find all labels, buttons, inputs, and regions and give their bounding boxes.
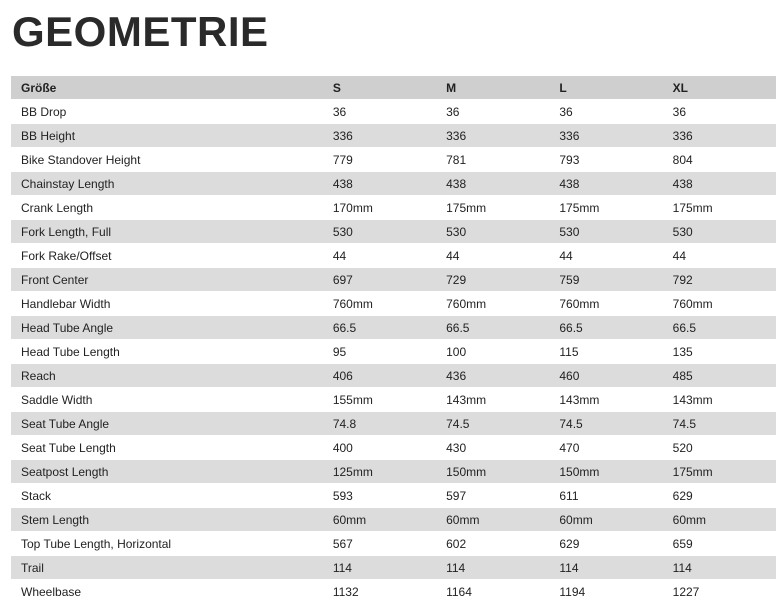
value-xl: 44 (663, 244, 776, 268)
row-label: Stack (11, 484, 323, 508)
row-label: BB Height (11, 124, 323, 148)
row-label: Crank Length (11, 196, 323, 220)
value-l: 44 (549, 244, 662, 268)
row-label: Seatpost Length (11, 460, 323, 484)
table-row (11, 580, 776, 604)
geometry-table (11, 76, 776, 604)
value-xl: 114 (663, 556, 776, 580)
value-m: 114 (436, 556, 549, 580)
row-label: Bike Standover Height (11, 148, 323, 172)
row-label: Chainstay Length (11, 172, 323, 196)
value-m: 150mm (436, 460, 549, 484)
table-row (11, 268, 776, 292)
value-l: 793 (549, 148, 662, 172)
value-xl: 60mm (663, 508, 776, 532)
value-l: 759 (549, 268, 662, 292)
value-s: 114 (323, 556, 436, 580)
table-row (11, 124, 776, 148)
value-l: 629 (549, 532, 662, 556)
value-s: 760mm (323, 292, 436, 316)
header-size-m: M (436, 76, 549, 100)
row-label: Fork Rake/Offset (11, 244, 323, 268)
value-xl: 438 (663, 172, 776, 196)
value-xl: 135 (663, 340, 776, 364)
value-s: 400 (323, 436, 436, 460)
value-xl: 336 (663, 124, 776, 148)
value-l: 1194 (549, 580, 662, 604)
value-s: 125mm (323, 460, 436, 484)
value-l: 143mm (549, 388, 662, 412)
table-row (11, 508, 776, 532)
row-label: Stem Length (11, 508, 323, 532)
table-row (11, 388, 776, 412)
row-label: BB Drop (11, 100, 323, 124)
value-xl: 485 (663, 364, 776, 388)
value-l: 150mm (549, 460, 662, 484)
value-s: 336 (323, 124, 436, 148)
value-l: 60mm (549, 508, 662, 532)
table-header-row (11, 76, 776, 100)
value-m: 44 (436, 244, 549, 268)
header-size-label: Größe (11, 76, 323, 100)
value-xl: 659 (663, 532, 776, 556)
value-l: 760mm (549, 292, 662, 316)
value-s: 406 (323, 364, 436, 388)
row-label: Head Tube Angle (11, 316, 323, 340)
value-xl: 804 (663, 148, 776, 172)
value-l: 114 (549, 556, 662, 580)
value-m: 530 (436, 220, 549, 244)
value-xl: 66.5 (663, 316, 776, 340)
value-m: 438 (436, 172, 549, 196)
table-row (11, 148, 776, 172)
value-m: 1164 (436, 580, 549, 604)
table-row (11, 316, 776, 340)
value-s: 697 (323, 268, 436, 292)
value-s: 779 (323, 148, 436, 172)
value-s: 44 (323, 244, 436, 268)
value-s: 170mm (323, 196, 436, 220)
value-m: 36 (436, 100, 549, 124)
value-l: 460 (549, 364, 662, 388)
row-label: Handlebar Width (11, 292, 323, 316)
value-m: 66.5 (436, 316, 549, 340)
value-l: 438 (549, 172, 662, 196)
value-m: 430 (436, 436, 549, 460)
value-s: 567 (323, 532, 436, 556)
value-s: 438 (323, 172, 436, 196)
value-xl: 175mm (663, 196, 776, 220)
value-l: 470 (549, 436, 662, 460)
table-row (11, 484, 776, 508)
value-m: 60mm (436, 508, 549, 532)
value-l: 66.5 (549, 316, 662, 340)
value-m: 729 (436, 268, 549, 292)
value-xl: 1227 (663, 580, 776, 604)
value-s: 60mm (323, 508, 436, 532)
value-m: 336 (436, 124, 549, 148)
value-s: 155mm (323, 388, 436, 412)
value-s: 36 (323, 100, 436, 124)
value-s: 1132 (323, 580, 436, 604)
row-label: Fork Length, Full (11, 220, 323, 244)
row-label: Seat Tube Length (11, 436, 323, 460)
table-row (11, 220, 776, 244)
value-m: 597 (436, 484, 549, 508)
table-row (11, 196, 776, 220)
table-row (11, 364, 776, 388)
value-s: 593 (323, 484, 436, 508)
value-m: 175mm (436, 196, 549, 220)
table-row (11, 460, 776, 484)
value-m: 74.5 (436, 412, 549, 436)
table-row (11, 292, 776, 316)
row-label: Front Center (11, 268, 323, 292)
value-l: 115 (549, 340, 662, 364)
table-row (11, 412, 776, 436)
value-l: 175mm (549, 196, 662, 220)
value-s: 530 (323, 220, 436, 244)
page-title: GEOMETRIE (12, 8, 269, 55)
table-row (11, 100, 776, 124)
value-xl: 792 (663, 268, 776, 292)
value-s: 95 (323, 340, 436, 364)
table-row (11, 172, 776, 196)
row-label: Seat Tube Angle (11, 412, 323, 436)
row-label: Head Tube Length (11, 340, 323, 364)
table-row (11, 340, 776, 364)
header-size-l: L (549, 76, 662, 100)
value-xl: 143mm (663, 388, 776, 412)
value-l: 611 (549, 484, 662, 508)
value-m: 602 (436, 532, 549, 556)
row-label: Top Tube Length, Horizontal (11, 532, 323, 556)
value-s: 74.8 (323, 412, 436, 436)
value-xl: 175mm (663, 460, 776, 484)
table-body (11, 100, 776, 604)
value-m: 781 (436, 148, 549, 172)
value-m: 760mm (436, 292, 549, 316)
table-row (11, 244, 776, 268)
row-label: Saddle Width (11, 388, 323, 412)
header-size-xl: XL (663, 76, 776, 100)
value-xl: 530 (663, 220, 776, 244)
value-xl: 520 (663, 436, 776, 460)
value-xl: 36 (663, 100, 776, 124)
value-l: 36 (549, 100, 662, 124)
value-s: 66.5 (323, 316, 436, 340)
row-label: Wheelbase (11, 580, 323, 604)
value-l: 530 (549, 220, 662, 244)
value-xl: 629 (663, 484, 776, 508)
row-label: Reach (11, 364, 323, 388)
value-m: 143mm (436, 388, 549, 412)
value-m: 436 (436, 364, 549, 388)
row-label: Trail (11, 556, 323, 580)
value-l: 336 (549, 124, 662, 148)
value-xl: 74.5 (663, 412, 776, 436)
table-row (11, 532, 776, 556)
table-row (11, 556, 776, 580)
value-l: 74.5 (549, 412, 662, 436)
value-xl: 760mm (663, 292, 776, 316)
value-m: 100 (436, 340, 549, 364)
table-row (11, 436, 776, 460)
header-size-s: S (323, 76, 436, 100)
